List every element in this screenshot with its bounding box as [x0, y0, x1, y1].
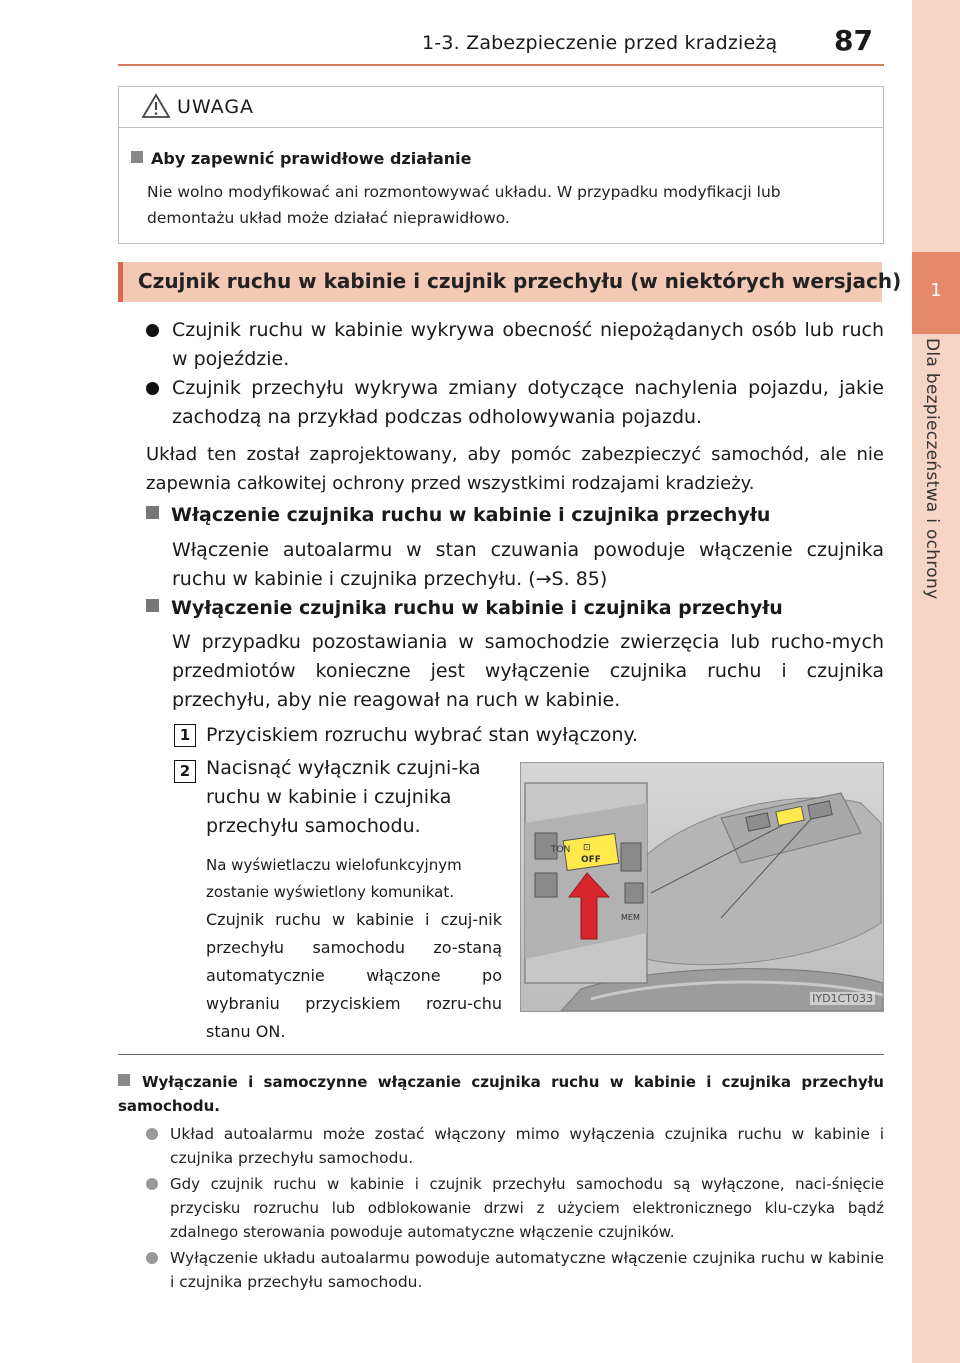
subsection-heading — [146, 504, 770, 526]
chapter-number: 1 — [930, 280, 942, 301]
notes-heading-text: Wyłączanie i samoczynne włączanie czujnika ruchu w kabinie i czujnika przechyłu samochodu. — [118, 1073, 884, 1115]
notes-divider — [118, 1054, 884, 1055]
bullet-dot-icon — [146, 1128, 158, 1140]
step-number: 2 — [174, 760, 196, 783]
header-title: 1-3. Zabezpieczenie przed kradzieżą — [422, 32, 778, 54]
warning-subheading — [131, 149, 471, 168]
note-text: Układ autoalarmu może zostać włączony mimo wyłączenia czujnika ruchu w kabinie i czujnika przechyłu samochodu. — [170, 1125, 884, 1167]
step-extra-text: Czujnik ruchu w kabinie i czuj-nik przechyłu samochodu zo-staną automatycznie włączone po wybraniu przyciskiem rozru-chu stanu ON. — [206, 910, 502, 1041]
square-bullet-icon — [146, 506, 159, 519]
panel-label: TON — [551, 845, 571, 855]
section-accent — [118, 262, 123, 302]
note-item — [146, 1172, 884, 1244]
subsection-text: Włączenie autoalarmu w stan czuwania powoduje włączenie czujnika ruchu w kabinie i czujnika przechyłu. (→S. 85) — [172, 539, 884, 590]
note-text: Gdy czujnik ruchu w kabinie i czujnik przechyłu samochodu są wyłączone, naci-śnięcie przycisku rozruchu lub odblokowanie drzwi z użyciem elektronicznego klu-czyka bądź zdalnego sterowania powoduje automatyczne włączenie czujników. — [170, 1175, 884, 1241]
warning-label: UWAGA — [177, 96, 255, 118]
figure-code: IYD1CT033 — [812, 992, 873, 1005]
warning-body: Nie wolno modyfikować ani rozmontowywać układu. W przypadku modyfikacji lub demontażu układ może działać nieprawidłowo. — [147, 183, 781, 227]
page-number: 87 — [834, 24, 873, 57]
notes-heading — [118, 1070, 884, 1118]
note-item — [146, 1122, 884, 1170]
chapter-label: Dla bezpieczeństwa i ochrony — [922, 338, 942, 600]
bullet-item — [146, 316, 884, 374]
subsection-heading — [146, 597, 783, 619]
subsection-heading-text: Włączenie czujnika ruchu w kabinie i czujnika przechyłu — [171, 504, 771, 526]
step-text: Nacisnąć wyłącznik czujni-ka ruchu w kabinie i czujnika przechyłu samochodu. — [206, 757, 481, 837]
square-bullet-icon — [131, 151, 143, 163]
switch-off-label: OFF — [581, 855, 601, 865]
intro-paragraph: Układ ten został zaprojektowany, aby pomóc zabezpieczyć samochód, ale nie zapewnia całkowitej ochrony przed wszystkimi rodzajami kradzieży. — [146, 444, 884, 494]
bullet-text: Czujnik przechyłu wykrywa zmiany dotyczące nachylenia pojazdu, jakie zachodzą na przykład podczas odholowywania pojazdu. — [172, 377, 884, 428]
step-note: Na wyświetlaczu wielofunkcyjnym zostanie wyświetlony komunikat. — [206, 856, 462, 901]
side-strip — [912, 0, 960, 1363]
warning-subheading-text: Aby zapewnić prawidłowe działanie — [151, 149, 472, 168]
note-text: Wyłączenie układu autoalarmu powoduje automatyczne włączenie czujnika ruchu w kabinie i czujnika przechyłu samochodu. — [170, 1249, 884, 1291]
warning-triangle-icon — [141, 93, 171, 119]
bullet-dot-icon — [146, 1252, 158, 1264]
header-divider — [118, 64, 884, 66]
square-bullet-icon — [118, 1074, 130, 1086]
overhead-console-figure — [520, 762, 884, 1012]
square-bullet-icon — [146, 599, 159, 612]
note-item — [146, 1246, 884, 1294]
overhead-console-illustration — [521, 763, 883, 1011]
bullet-dot-icon — [146, 382, 159, 395]
bullet-dot-icon — [146, 1178, 158, 1190]
switch-icon-label: ⊡ — [583, 843, 591, 853]
subsection-heading-text: Wyłączenie czujnika ruchu w kabinie i czujnika przechyłu — [171, 597, 783, 619]
bullet-dot-icon — [146, 324, 159, 337]
step-number: 1 — [174, 724, 196, 747]
panel-label: MEM — [621, 913, 640, 922]
step-text: Przyciskiem rozruchu wybrać stan wyłączony. — [206, 724, 639, 746]
bullet-text: Czujnik ruchu w kabinie wykrywa obecność niepożądanych osób lub ruch w pojeździe. — [172, 319, 884, 370]
bullet-item — [146, 374, 884, 432]
subsection-text: W przypadku pozostawiania w samochodzie zwierzęcia lub rucho-mych przedmiotów konieczne jest wyłączenie czujnika ruchu i czujnika przechyłu, aby nie reagował na ruch w kabinie. — [172, 631, 884, 711]
section-title: Czujnik ruchu w kabinie i czujnik przechyłu (w niektórych wersjach) — [138, 269, 902, 293]
warning-header — [119, 87, 883, 128]
section-header — [118, 262, 902, 302]
warning-box — [118, 86, 884, 244]
